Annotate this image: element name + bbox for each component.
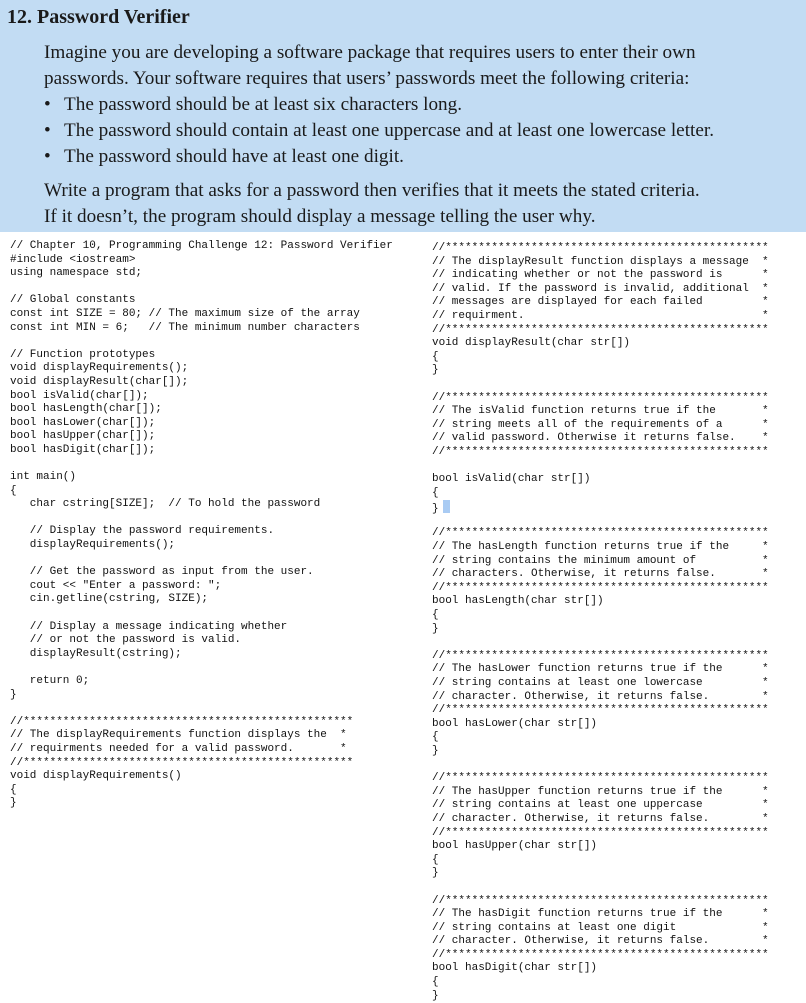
code-line: // The isValid function returns true if the * bbox=[432, 405, 769, 418]
code-line: //************************************************* bbox=[432, 704, 769, 717]
code-line: cout << "Enter a password: "; bbox=[10, 579, 222, 592]
code-line: // The hasDigit function returns true if the * bbox=[432, 908, 769, 921]
code-line: //************************************************* bbox=[432, 948, 769, 961]
code-line: // character. Otherwise, it returns false. * bbox=[432, 812, 769, 825]
code-line: bool hasLength(char[]); bbox=[10, 403, 162, 416]
code-line: void displayResult(char[]); bbox=[10, 375, 189, 388]
code-line: void displayRequirements() bbox=[10, 770, 182, 783]
code-line: } bbox=[432, 622, 439, 635]
code-line: } bbox=[10, 688, 17, 701]
code-line bbox=[10, 702, 393, 716]
code-line: // Chapter 10, Programming Challenge 12: Password Verifier bbox=[10, 240, 393, 252]
code-line: char cstring[SIZE]; // To hold the password bbox=[10, 498, 321, 511]
code-line: //************************************************* bbox=[432, 826, 769, 839]
code-line: void displayRequirements(); bbox=[10, 362, 189, 375]
code-line: { bbox=[10, 484, 17, 497]
code-line: bool hasUpper(char[]); bbox=[10, 430, 156, 443]
code-line bbox=[10, 661, 393, 675]
code-line: // The hasLower function returns true if the * bbox=[432, 663, 769, 676]
code-line: // The displayRequirements function displays the * bbox=[10, 729, 347, 742]
code-line: // Display the password requirements. bbox=[10, 525, 275, 538]
code-line: { bbox=[432, 731, 439, 744]
bullet-icon: • bbox=[44, 146, 51, 167]
code-line: // string contains at least one lowercase * bbox=[432, 677, 769, 689]
code-line: // Get the password as input from the user. bbox=[10, 566, 314, 579]
code-line: // string contains the minimum amount of * bbox=[432, 554, 769, 567]
criteria-item bbox=[44, 118, 800, 144]
code-line: displayRequirements(); bbox=[10, 539, 176, 552]
code-line: // The hasUpper function returns true if the * bbox=[432, 785, 769, 798]
code-line: { bbox=[432, 976, 439, 989]
code-line bbox=[10, 607, 393, 621]
code-line: } bbox=[432, 744, 439, 757]
code-line: displayResult(cstring); bbox=[10, 647, 182, 660]
code-line: //************************************************** bbox=[10, 756, 354, 769]
bullet-icon: • bbox=[44, 120, 51, 141]
code-line: //************************************************* bbox=[432, 242, 769, 254]
code-line: // string contains at least one digit * bbox=[432, 921, 769, 934]
code-line: //************************************************* bbox=[432, 391, 769, 404]
code-line: // Function prototypes bbox=[10, 348, 156, 361]
closing-line: If it doesn’t, the program should display a message telling the user why. bbox=[44, 206, 596, 227]
intro-line: passwords. Your software requires that users’ passwords meet the following criteria: bbox=[44, 68, 690, 89]
code-line: // indicating whether or not the password is * bbox=[432, 269, 769, 282]
code-line: bool isValid(char str[]) bbox=[432, 473, 591, 486]
code-line: bool isValid(char[]); bbox=[10, 389, 149, 402]
code-line: bool hasDigit(char str[]) bbox=[432, 962, 598, 975]
code-line bbox=[432, 759, 769, 773]
code-line: //************************************************** bbox=[10, 715, 354, 728]
code-line: void displayResult(char str[]) bbox=[432, 337, 631, 350]
code-line: //************************************************* bbox=[432, 323, 769, 336]
code-line: const int SIZE = 80; // The maximum size of the array bbox=[10, 307, 360, 320]
code-line: //************************************************* bbox=[432, 894, 769, 907]
code-line bbox=[432, 514, 769, 528]
text-cursor bbox=[443, 500, 450, 513]
problem-title: 12. Password Verifier bbox=[7, 6, 190, 28]
code-line: } bbox=[432, 989, 439, 1002]
code-line bbox=[10, 512, 393, 526]
code-line: // string meets all of the requirements of a * bbox=[432, 418, 769, 431]
code-line: { bbox=[432, 350, 439, 363]
code-line: const int MIN = 6; // The minimum number characters bbox=[10, 321, 360, 334]
code-line: bool hasLength(char str[]) bbox=[432, 595, 604, 608]
code-line: { bbox=[432, 609, 439, 622]
code-line: // characters. Otherwise, it returns false. * bbox=[432, 568, 769, 581]
code-line: // Global constants bbox=[10, 294, 136, 307]
intro-line: Imagine you are developing a software package that requires users to enter their own bbox=[44, 42, 696, 63]
code-line: bool hasUpper(char str[]) bbox=[432, 840, 598, 853]
code-line bbox=[432, 881, 769, 895]
code-line: } bbox=[432, 500, 769, 514]
code-line: int main() bbox=[10, 471, 77, 484]
code-line: } bbox=[432, 364, 439, 377]
code-line: // messages are displayed for each failed * bbox=[432, 296, 769, 309]
code-line: bool hasLower(char str[]) bbox=[432, 717, 598, 730]
code-line: using namespace std; bbox=[10, 267, 143, 280]
criteria-text: The password should have at least one digit. bbox=[64, 146, 404, 167]
code-line: //************************************************* bbox=[432, 772, 769, 785]
criteria-list bbox=[44, 92, 800, 170]
criteria-text: The password should contain at least one uppercase and at least one lowercase letter. bbox=[64, 120, 715, 141]
code-line: //************************************************* bbox=[432, 581, 769, 594]
code-line: } bbox=[432, 867, 439, 880]
code-line: // requirments needed for a valid password. * bbox=[10, 742, 347, 755]
code-line: #include <iostream> bbox=[10, 253, 136, 266]
code-line: } bbox=[10, 797, 17, 810]
code-line bbox=[10, 458, 393, 472]
code-line: // requirment. * bbox=[432, 309, 769, 322]
code-line: { bbox=[432, 853, 439, 866]
problem-statement bbox=[44, 40, 800, 230]
code-line bbox=[10, 281, 393, 295]
code-line: // valid. If the password is invalid, additional * bbox=[432, 282, 769, 295]
problem-header bbox=[0, 0, 806, 232]
code-line bbox=[10, 335, 393, 349]
code-line: //************************************************* bbox=[432, 445, 769, 458]
code-line: // Display a message indicating whether bbox=[10, 620, 288, 633]
criteria-item bbox=[44, 92, 800, 118]
code-line: //************************************************* bbox=[432, 527, 769, 540]
code-line bbox=[432, 460, 769, 474]
code-line: cin.getline(cstring, SIZE); bbox=[10, 593, 209, 606]
code-line: // The displayResult function displays a message * bbox=[432, 255, 769, 268]
code-line: bool hasLower(char[]); bbox=[10, 416, 156, 429]
code-line: //************************************************* bbox=[432, 649, 769, 662]
closing-line: Write a program that asks for a password then verifies that it meets the stated criteria. bbox=[44, 180, 700, 201]
code-line: bool hasDigit(char[]); bbox=[10, 443, 156, 456]
code-line: // string contains at least one uppercase * bbox=[432, 799, 769, 812]
code-line bbox=[10, 553, 393, 567]
criteria-item bbox=[44, 144, 800, 170]
bullet-icon: • bbox=[44, 94, 51, 115]
criteria-text: The password should be at least six characters long. bbox=[64, 94, 463, 115]
code-line bbox=[432, 378, 769, 392]
code-line: // or not the password is valid. bbox=[10, 634, 242, 647]
code-line: return 0; bbox=[10, 675, 90, 687]
code-column-right bbox=[432, 242, 769, 1003]
code-line: { bbox=[10, 783, 17, 796]
code-column-left bbox=[10, 240, 393, 811]
code-line: // character. Otherwise, it returns false. * bbox=[432, 935, 769, 948]
code-line: // character. Otherwise, it returns false. * bbox=[432, 690, 769, 703]
code-line bbox=[432, 636, 769, 650]
code-line: // The hasLength function returns true if the * bbox=[432, 541, 769, 554]
code-line: // valid password. Otherwise it returns false. * bbox=[432, 432, 769, 445]
code-line: { bbox=[432, 486, 439, 499]
